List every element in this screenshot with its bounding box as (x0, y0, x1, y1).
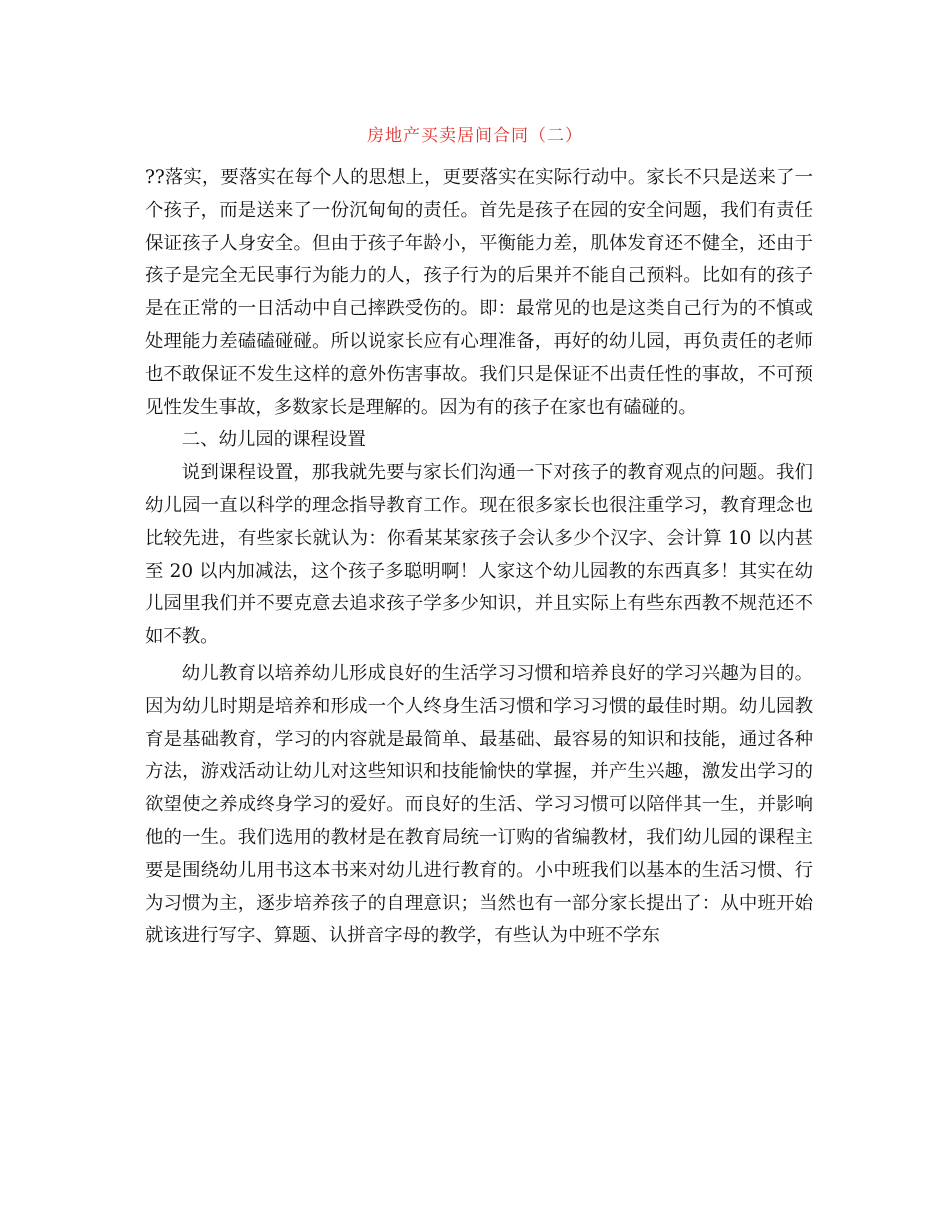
document-body (145, 162, 813, 953)
document-title: 房地产买卖居间合同（二） (367, 126, 583, 146)
paragraph-early-education: 幼儿教育以培养幼儿形成良好的生活学习习惯和培养良好的学习兴趣为目的。因为幼儿时期是培养和形成一个人终身生活习惯和学习习惯的最佳时期。幼儿园教育是基础教育，学习的内容就是最简单、最基础、最容易的知识和技能，通过各种方法，游戏活动让幼儿对这些知识和技能愉快的掌握，并产生兴趣，激发出学习的欲望使之养成终身学习的爱好。而良好的生活、学习习惯可以陪伴其一生，并影响他的一生。我们选用的教材是在教育局统一订购的省编教材，我们幼儿园的课程主要是围绕幼儿用书这本书来对幼儿进行教育的。小中班我们以基本的生活习惯、行为习惯为主，逐步培养孩子的自理意识；当然也有一部分家长提出了：从中班开始就该进行写字、算题、认拼音字母的教学，有些认为中班不学东 (145, 662, 813, 947)
paragraph-curriculum-intro: 说到课程设置，那我就先要与家长们沟通一下对孩子的教育观点的问题。我们幼儿园一直以科学的理念指导教育工作。现在很多家长也很注重学习，教育理念也比较先进，有些家长就认为：你看某某家孩子会认多少个汉字、会计算 10 以内甚至 20 以内加减法，这个孩子多聪明啊！人家这个幼儿园教的东西真多！其实在幼儿园里我们并不要克意去追求孩子学多少知识，并且实际上有些东西教不规范还不如不教。 (145, 462, 813, 648)
paragraph-continued-safety: ??落实，要落实在每个人的思想上，更要落实在实际行动中。家长不只是送来了一个孩子，而是送来了一份沉甸甸的责任。首先是孩子在园的安全问题，我们有责任保证孩子人身安全。但由于孩子年龄小，平衡能力差，肌体发育还不健全，还由于孩子是完全无民事行为能力的人，孩子行为的后果并不能自己预料。比如有的孩子是在正常的一日活动中自己摔跌受伤的。即：最常见的也是这类自己行为的不慎或处理能力差磕磕碰碰。所以说家长应有心理准备，再好的幼儿园，再负责任的老师也不敢保证不发生这样的意外伤害事故。我们只是保证不出责任性的事故，不可预见性发生事故，多数家长是理解的。因为有的孩子在家也有磕碰的。 (145, 167, 813, 418)
section-heading-curriculum: 二、幼儿园的课程设置 (181, 429, 366, 451)
